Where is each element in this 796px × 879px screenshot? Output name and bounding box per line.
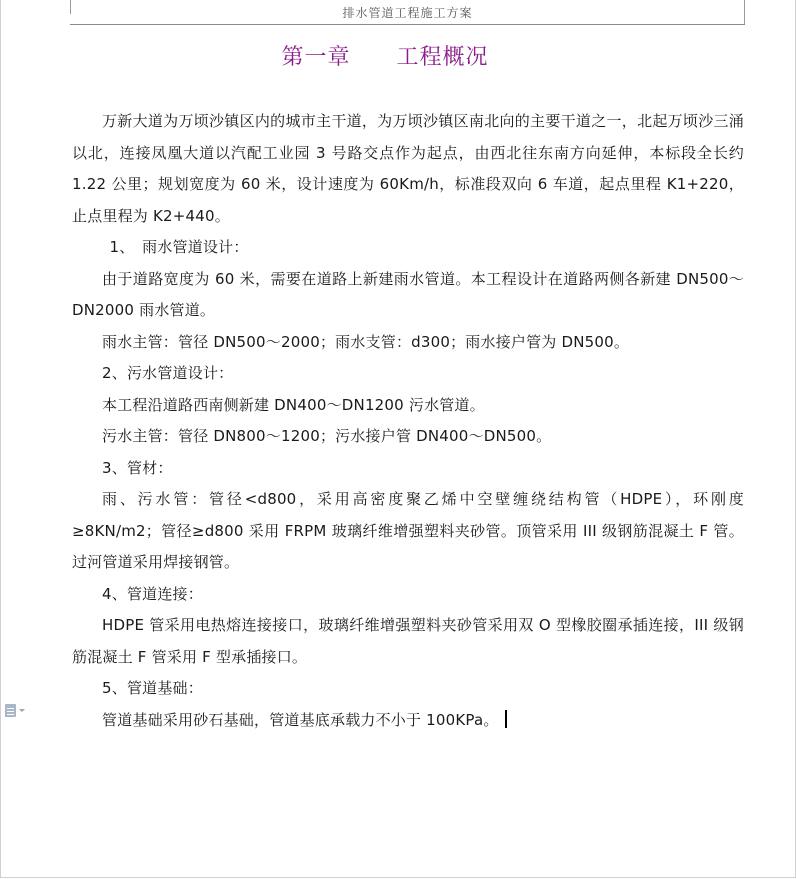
paragraph-pipe-connection: HDPE 管采用电热熔连接接口，玻璃纤维增强塑料夹砂管采用双 O 型橡胶圈承插连接，III 级钢筋混凝土 F 管采用 F 型承插接口。 bbox=[72, 616, 744, 666]
document-body[interactable] bbox=[72, 106, 744, 736]
heading-pipe-connection: 4、管道连接： bbox=[102, 584, 203, 603]
paragraph-pipe-material: 雨、污水管：管径<d800，采用高密度聚乙烯中空壁缠绕结构管（HDPE），环刚度≥8KN/m2；管径≥d800 采用 FRPM 玻璃纤维增强塑料夹砂管。顶管采用 III 级钢筋混凝土 F 管。过河管道采用焊接钢管。 bbox=[72, 490, 744, 571]
paragraph-pipe-foundation-text: 管道基础采用砂石基础，管道基底承载力不小于 100KPa。 bbox=[102, 710, 499, 729]
paragraph-rain-main: 雨水主管：管径 DN500～2000；雨水支管：d300；雨水接户管为 DN500。 bbox=[102, 332, 630, 351]
paragraph-overview: 万新大道为万顷沙镇区内的城市主干道，为万顷沙镇区南北向的主要干道之一，北起万顷沙三涌以北，连接凤凰大道以汽配工业园 3 号路交点作为起点，由西北往东南方向延伸，本标段全长约 1.22 公里；规划宽度为 60 米，设计速度为 60Km/h，标准段双向 6 车道，起点里程 K1+220，止点里程为 K2+440。 bbox=[72, 112, 744, 225]
heading-pipe-foundation: 5、管道基础： bbox=[102, 679, 203, 697]
text-cursor bbox=[505, 710, 507, 728]
heading-sewage-pipe-design: 2、污水管道设计： bbox=[102, 364, 234, 382]
paragraph-pipe-foundation bbox=[72, 705, 744, 737]
paragraph-options-icon[interactable] bbox=[5, 704, 25, 717]
page-header[interactable] bbox=[70, 0, 745, 25]
paragraph-sewage-main: 污水主管：管径 DN800～1200；污水接户管 DN400～DN500。 bbox=[102, 427, 552, 445]
chevron-down-icon bbox=[19, 709, 25, 712]
header-title: 排水管道工程施工方案 bbox=[342, 6, 473, 20]
heading-rain-pipe-design: 1、 雨水管道设计： bbox=[109, 238, 249, 256]
heading-pipe-material: 3、管材： bbox=[102, 458, 173, 477]
document-icon bbox=[5, 704, 16, 717]
chapter-title: 第一章 工程概况 bbox=[281, 45, 489, 70]
paragraph-rain-pipe: 由于道路宽度为 60 米，需要在道路上新建雨水管道。本工程设计在道路两侧各新建 DN500～DN2000 雨水管道。 bbox=[72, 269, 744, 319]
paragraph-sewage-pipe: 本工程沿道路西南侧新建 DN400～DN1200 污水管道。 bbox=[102, 395, 485, 414]
